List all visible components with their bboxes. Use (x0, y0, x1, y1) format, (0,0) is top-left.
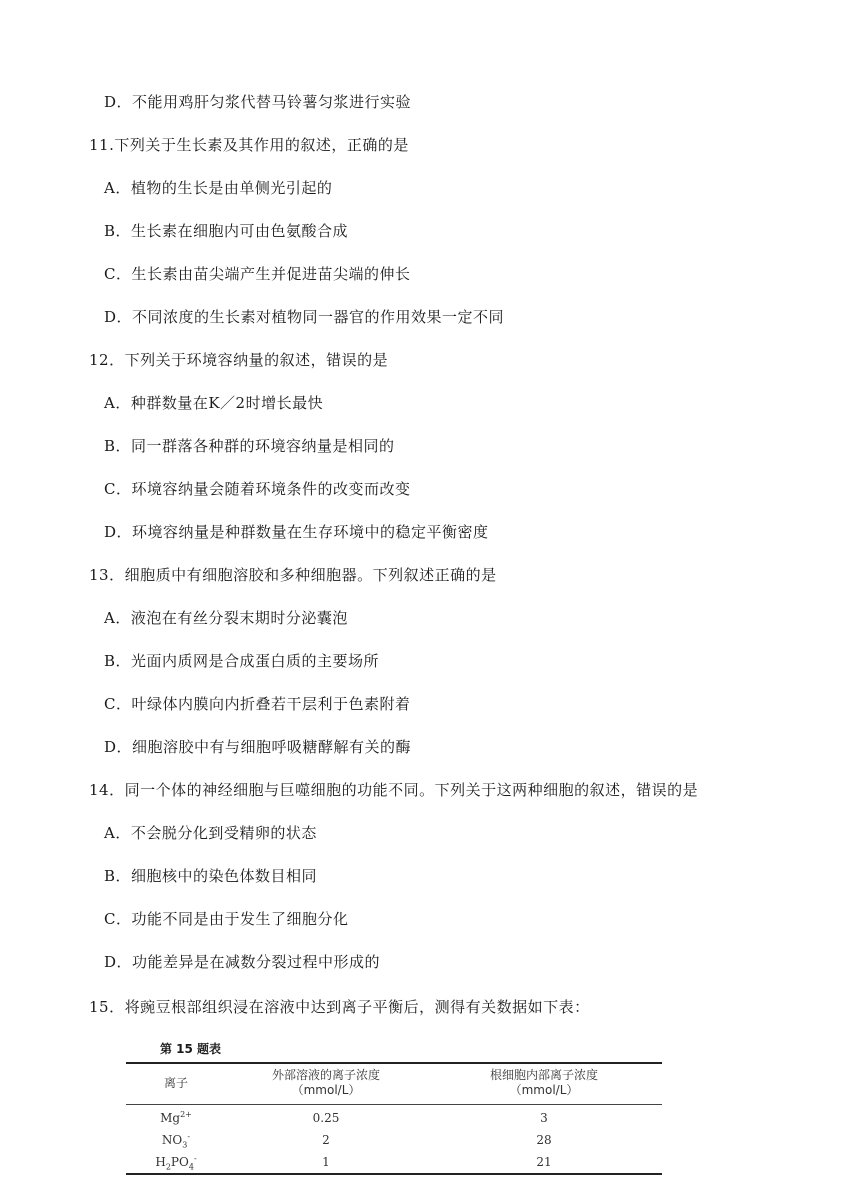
outer-value: 2 (322, 1133, 330, 1147)
q13-option-c: C．叶绿体内膜向内折叠若干层利于色素附着 (104, 695, 411, 713)
q15-stem: 15．将豌豆根部组织浸在溶液中达到离子平衡后，测得有关数据如下表： (89, 998, 590, 1016)
ion-concentration-table (126, 1062, 662, 1175)
q12-option-a: A．种群数量在K／2时增长最快 (104, 394, 324, 412)
q11-stem: 11.下列关于生长素及其作用的叙述，正确的是 (89, 136, 409, 154)
inner-value: 21 (536, 1155, 552, 1169)
q13-option-a: A．液泡在有丝分裂末期时分泌囊泡 (104, 609, 348, 627)
q10-option-d: D．不能用鸡肝匀浆代替马铃薯匀浆进行实验 (104, 93, 412, 111)
q12-stem: 12．下列关于环境容纳量的叙述，错误的是 (89, 351, 389, 369)
outer-value: 0.25 (312, 1111, 340, 1125)
table-row (126, 1151, 662, 1174)
q11-option-c: C．生长素由苗尖端产生并促进苗尖端的伸长 (104, 265, 411, 283)
q14-option-c: C．功能不同是由于发生了细胞分化 (104, 910, 349, 928)
q14-option-d: D．功能差异是在减数分裂过程中形成的 (104, 953, 381, 971)
q14-option-b: B．细胞核中的染色体数目相同 (104, 867, 318, 885)
table-row (126, 1129, 662, 1151)
q13-option-b: B．光面内质网是合成蛋白质的主要场所 (104, 652, 380, 670)
q13-option-d: D．细胞溶胶中有与细胞呼吸糖酵解有关的酶 (104, 738, 412, 756)
table-row (126, 1105, 662, 1130)
header-inner-concentration: 根细胞内部离子浓度 （mmol/L） (426, 1063, 662, 1105)
q11-option-b: B．生长素在细胞内可由色氨酸合成 (104, 222, 349, 240)
ion-cell: $Mg^{2+}$ (160, 1110, 192, 1125)
q13-stem: 13．细胞质中有细胞溶胶和多种细胞器。下列叙述正确的是 (89, 566, 497, 584)
header-outer-concentration: 外部溶液的离子浓度 （mmol/L） (226, 1063, 426, 1105)
q12-option-d: D．环境容纳量是种群数量在生存环境中的稳定平衡密度 (104, 523, 489, 541)
table-caption: 第 15 题表 (160, 1042, 222, 1056)
inner-value: 3 (540, 1111, 548, 1125)
inner-value: 28 (536, 1133, 552, 1147)
outer-value: 1 (322, 1155, 330, 1169)
q11-option-a: A．植物的生长是由单侧光引起的 (104, 179, 333, 197)
q14-option-a: A．不会脱分化到受精卵的状态 (104, 824, 317, 842)
q12-option-b: B．同一群落各种群的环境容纳量是相同的 (104, 437, 395, 455)
q14-stem: 14．同一个体的神经细胞与巨噬细胞的功能不同。下列关于这两种细胞的叙述，错误的是 (89, 781, 699, 799)
ion-cell: $NO_3^-$ (161, 1132, 191, 1150)
q11-option-d: D．不同浓度的生长素对植物同一器官的作用效果一定不同 (104, 308, 505, 326)
ion-cell: $H_2PO_4^-$ (155, 1154, 197, 1172)
header-ion: 离子 (126, 1063, 226, 1105)
q12-option-c: C．环境容纳量会随着环境条件的改变而改变 (104, 480, 411, 498)
